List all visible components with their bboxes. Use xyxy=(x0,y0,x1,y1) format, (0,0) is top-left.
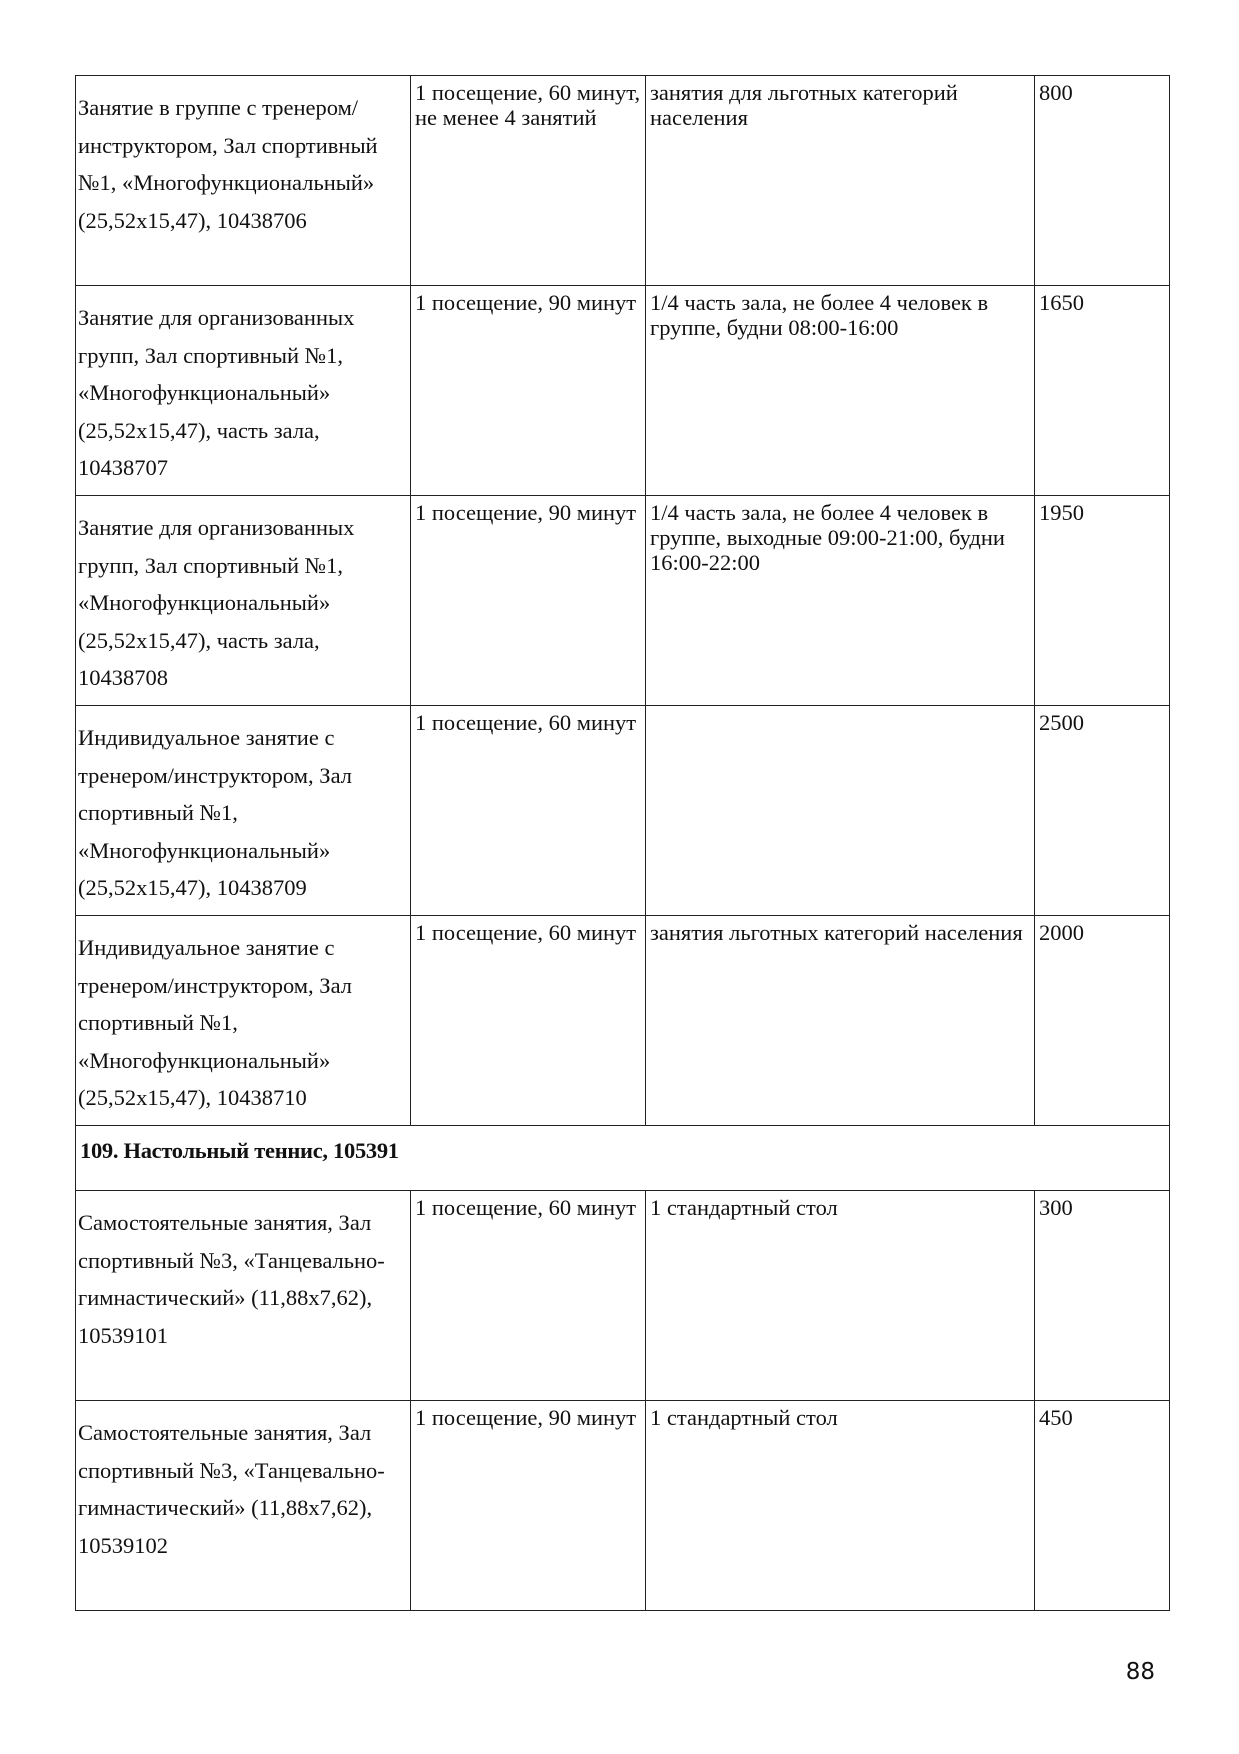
unit-cell: 1 посещение, 90 минут xyxy=(411,496,646,706)
service-cell: Занятие для организованных групп, Зал спортивный №1, «Многофункциональный» (25,52x15,47), часть зала, 10438707 xyxy=(76,286,411,496)
price-table xyxy=(75,75,1170,1611)
price-cell: 1650 xyxy=(1035,286,1170,496)
unit-cell: 1 посещение, 60 минут xyxy=(411,706,646,916)
note-cell: занятия для льготных категорий населения xyxy=(646,76,1035,286)
unit-cell: 1 посещение, 60 минут xyxy=(411,916,646,1126)
unit-cell: 1 посещение, 90 минут xyxy=(411,1401,646,1611)
service-cell: Занятие для организованных групп, Зал спортивный №1, «Многофункциональный» (25,52x15,47), часть зала, 10438708 xyxy=(76,496,411,706)
section-title: 109. Настольный теннис, 105391 xyxy=(76,1126,1170,1191)
table-row xyxy=(76,1401,1170,1611)
price-cell: 300 xyxy=(1035,1191,1170,1401)
unit-cell: 1 посещение, 90 минут xyxy=(411,286,646,496)
table-row xyxy=(76,1191,1170,1401)
price-cell: 1950 xyxy=(1035,496,1170,706)
price-cell: 2000 xyxy=(1035,916,1170,1126)
note-cell: 1/4 часть зала, не более 4 человек в группе, выходные 09:00-21:00, будни 16:00-22:00 xyxy=(646,496,1035,706)
page-number: 88 xyxy=(1125,1659,1155,1685)
service-cell: Индивидуальное занятие с тренером/инструктором, Зал спортивный №1, «Многофункциональный» (25,52x15,47), 10438709 xyxy=(76,706,411,916)
note-cell: 1/4 часть зала, не более 4 человек в группе, будни 08:00-16:00 xyxy=(646,286,1035,496)
table-row xyxy=(76,76,1170,286)
price-cell: 2500 xyxy=(1035,706,1170,916)
section-header-row xyxy=(76,1126,1170,1191)
service-cell: Самостоятельные занятия, Зал спортивный №3, «Танцевально-гимнастический» (11,88x7,62), 10539102 xyxy=(76,1401,411,1611)
note-cell xyxy=(646,706,1035,916)
note-cell: 1 стандартный стол xyxy=(646,1401,1035,1611)
table-row xyxy=(76,706,1170,916)
table-row xyxy=(76,496,1170,706)
table-row xyxy=(76,916,1170,1126)
unit-cell: 1 посещение, 60 минут xyxy=(411,1191,646,1401)
unit-cell: 1 посещение, 60 минут, не менее 4 занятий xyxy=(411,76,646,286)
service-cell: Индивидуальное занятие с тренером/инструктором, Зал спортивный №1, «Многофункциональный» (25,52x15,47), 10438710 xyxy=(76,916,411,1126)
service-cell: Самостоятельные занятия, Зал спортивный №3, «Танцевально-гимнастический» (11,88x7,62), 10539101 xyxy=(76,1191,411,1401)
service-cell: Занятие в группе с тренером/инструктором, Зал спортивный №1, «Многофункциональный» (25,52x15,47), 10438706 xyxy=(76,76,411,286)
price-cell: 800 xyxy=(1035,76,1170,286)
table-row xyxy=(76,286,1170,496)
note-cell: 1 стандартный стол xyxy=(646,1191,1035,1401)
price-cell: 450 xyxy=(1035,1401,1170,1611)
note-cell: занятия льготных категорий населения xyxy=(646,916,1035,1126)
